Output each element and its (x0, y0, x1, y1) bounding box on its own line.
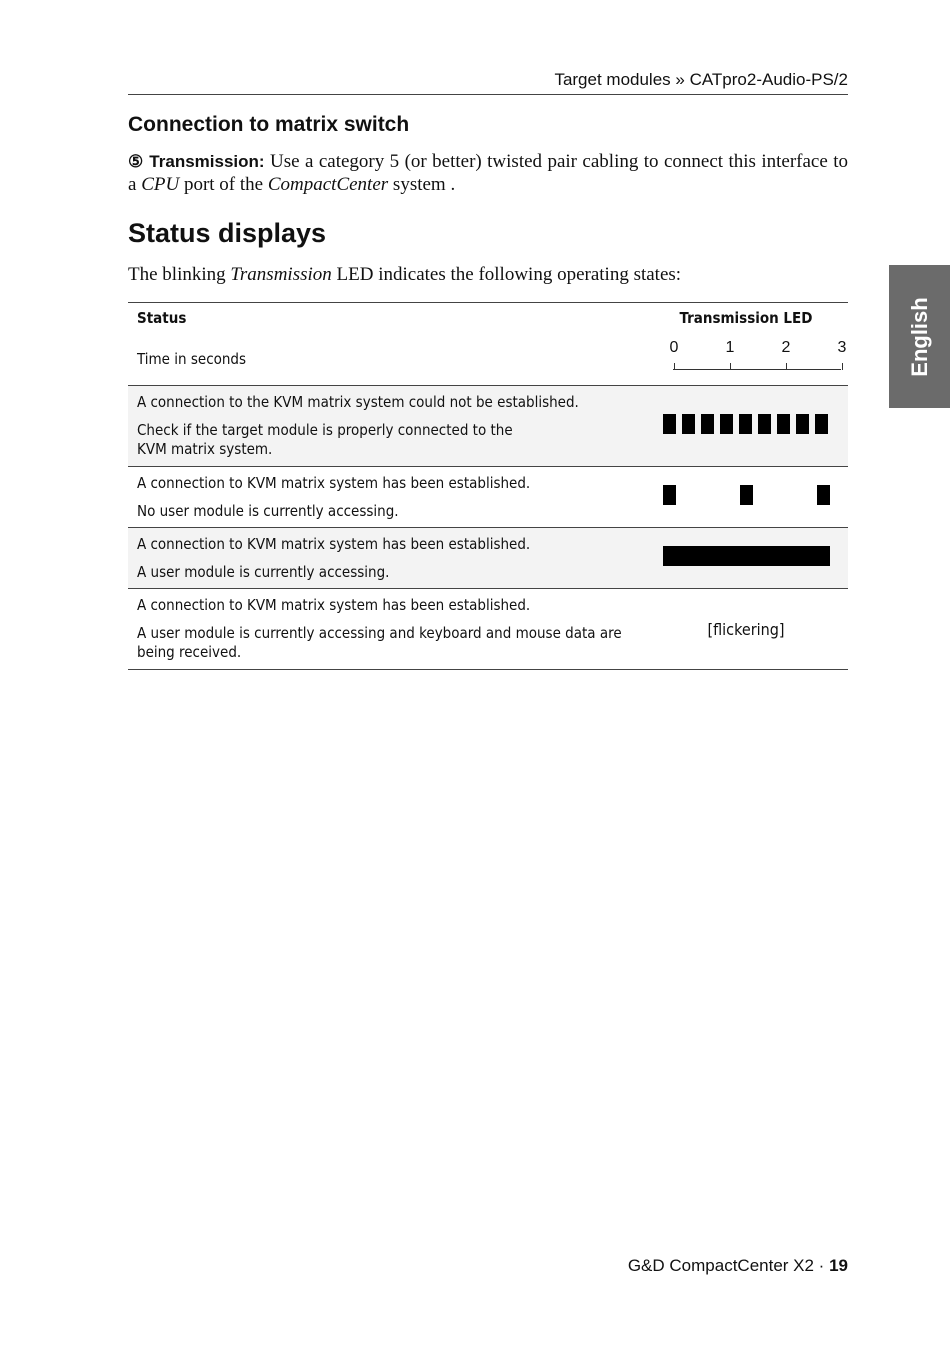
time-tick-label: 2 (781, 339, 791, 356)
table-header-row (128, 303, 848, 334)
section-heading-status: Status displays (128, 218, 327, 248)
time-tick-mark (674, 363, 675, 370)
time-ruler-line (673, 369, 841, 370)
time-tick-label: 0 (669, 339, 679, 356)
status-intro-2: LED indicates the following operating states: (331, 264, 682, 285)
status-cell (128, 589, 644, 670)
time-tick-label: 3 (837, 339, 847, 356)
time-scale-row (128, 333, 848, 386)
system-name-term: CompactCenter (267, 174, 389, 195)
led-on-segment (720, 414, 733, 434)
status-table (128, 302, 848, 670)
col-header-status: Status (137, 309, 187, 327)
table-row (128, 589, 848, 670)
status-line-1: A connection to the KVM matrix system could not be established. (137, 393, 579, 411)
table-row (128, 528, 848, 589)
led-continuous-pattern (661, 545, 831, 567)
page-number: 19 (829, 1256, 848, 1275)
status-line-1: A connection to KVM matrix system has been established. (137, 473, 531, 492)
table-row (128, 467, 848, 528)
led-on-segment (739, 414, 752, 434)
led-slow-blink-pattern (661, 484, 831, 506)
section-heading-connection: Connection to matrix switch (128, 113, 410, 136)
col-header-led: Transmission LED (679, 309, 813, 327)
led-on-segment (701, 414, 714, 434)
led-on-segment (663, 485, 676, 505)
led-flickering-text: [flickering] (707, 619, 785, 639)
page-footer (628, 1256, 848, 1276)
time-tick-mark (842, 363, 843, 370)
status-line-2: No user module is currently accessing. (137, 501, 399, 520)
led-fast-blink-pattern (661, 413, 831, 435)
footer-product: G&D CompactCenter X2 · (627, 1256, 830, 1275)
time-tick-mark (786, 363, 787, 370)
cpu-term: CPU (141, 174, 180, 195)
time-label: Time in seconds (137, 350, 247, 368)
status-cell (128, 467, 644, 528)
status-intro-1: The blinking (128, 264, 231, 285)
table-row (128, 386, 848, 467)
led-on-segment (682, 414, 695, 434)
led-on-segment (663, 546, 830, 566)
led-on-segment (758, 414, 771, 434)
page-header-breadcrumb: Target modules » CATpro2-Audio-PS/2 (128, 68, 848, 95)
led-cell (644, 386, 848, 467)
time-ruler (653, 339, 847, 379)
transmission-term: Transmission (230, 264, 332, 285)
transmission-label: ⑤ Transmission: (128, 152, 265, 171)
status-line-2: A user module is currently accessing. (137, 562, 390, 581)
led-on-segment (796, 414, 809, 434)
led-cell (644, 528, 848, 589)
status-line-2: A user module is currently accessing and keyboard and mouse data are being received. (137, 624, 622, 661)
status-cell (128, 528, 644, 589)
time-tick-label: 1 (725, 339, 735, 356)
language-tab-label: English (906, 296, 932, 377)
led-on-segment (777, 414, 790, 434)
status-line-1: A connection to KVM matrix system has been established. (137, 596, 531, 614)
status-cell (128, 386, 644, 467)
connection-paragraph (128, 150, 848, 196)
led-on-segment (817, 485, 830, 505)
led-on-segment (815, 414, 828, 434)
status-intro-paragraph (128, 263, 848, 286)
status-line-2: Check if the target module is properly connected to the KVM matrix system. (137, 421, 513, 458)
time-tick-mark (730, 363, 731, 370)
time-ruler-cell (644, 333, 848, 386)
status-line-1: A connection to KVM matrix system has been established. (137, 534, 531, 553)
led-on-segment (740, 485, 753, 505)
connection-text-1: Use a category 5 (or better) twisted pair cabling to connect this interface to a (128, 151, 848, 195)
language-side-tab (889, 265, 950, 408)
connection-text-2: port of the (179, 174, 268, 195)
connection-text-3: system . (388, 174, 456, 195)
led-cell (644, 467, 848, 528)
led-on-segment (663, 414, 676, 434)
